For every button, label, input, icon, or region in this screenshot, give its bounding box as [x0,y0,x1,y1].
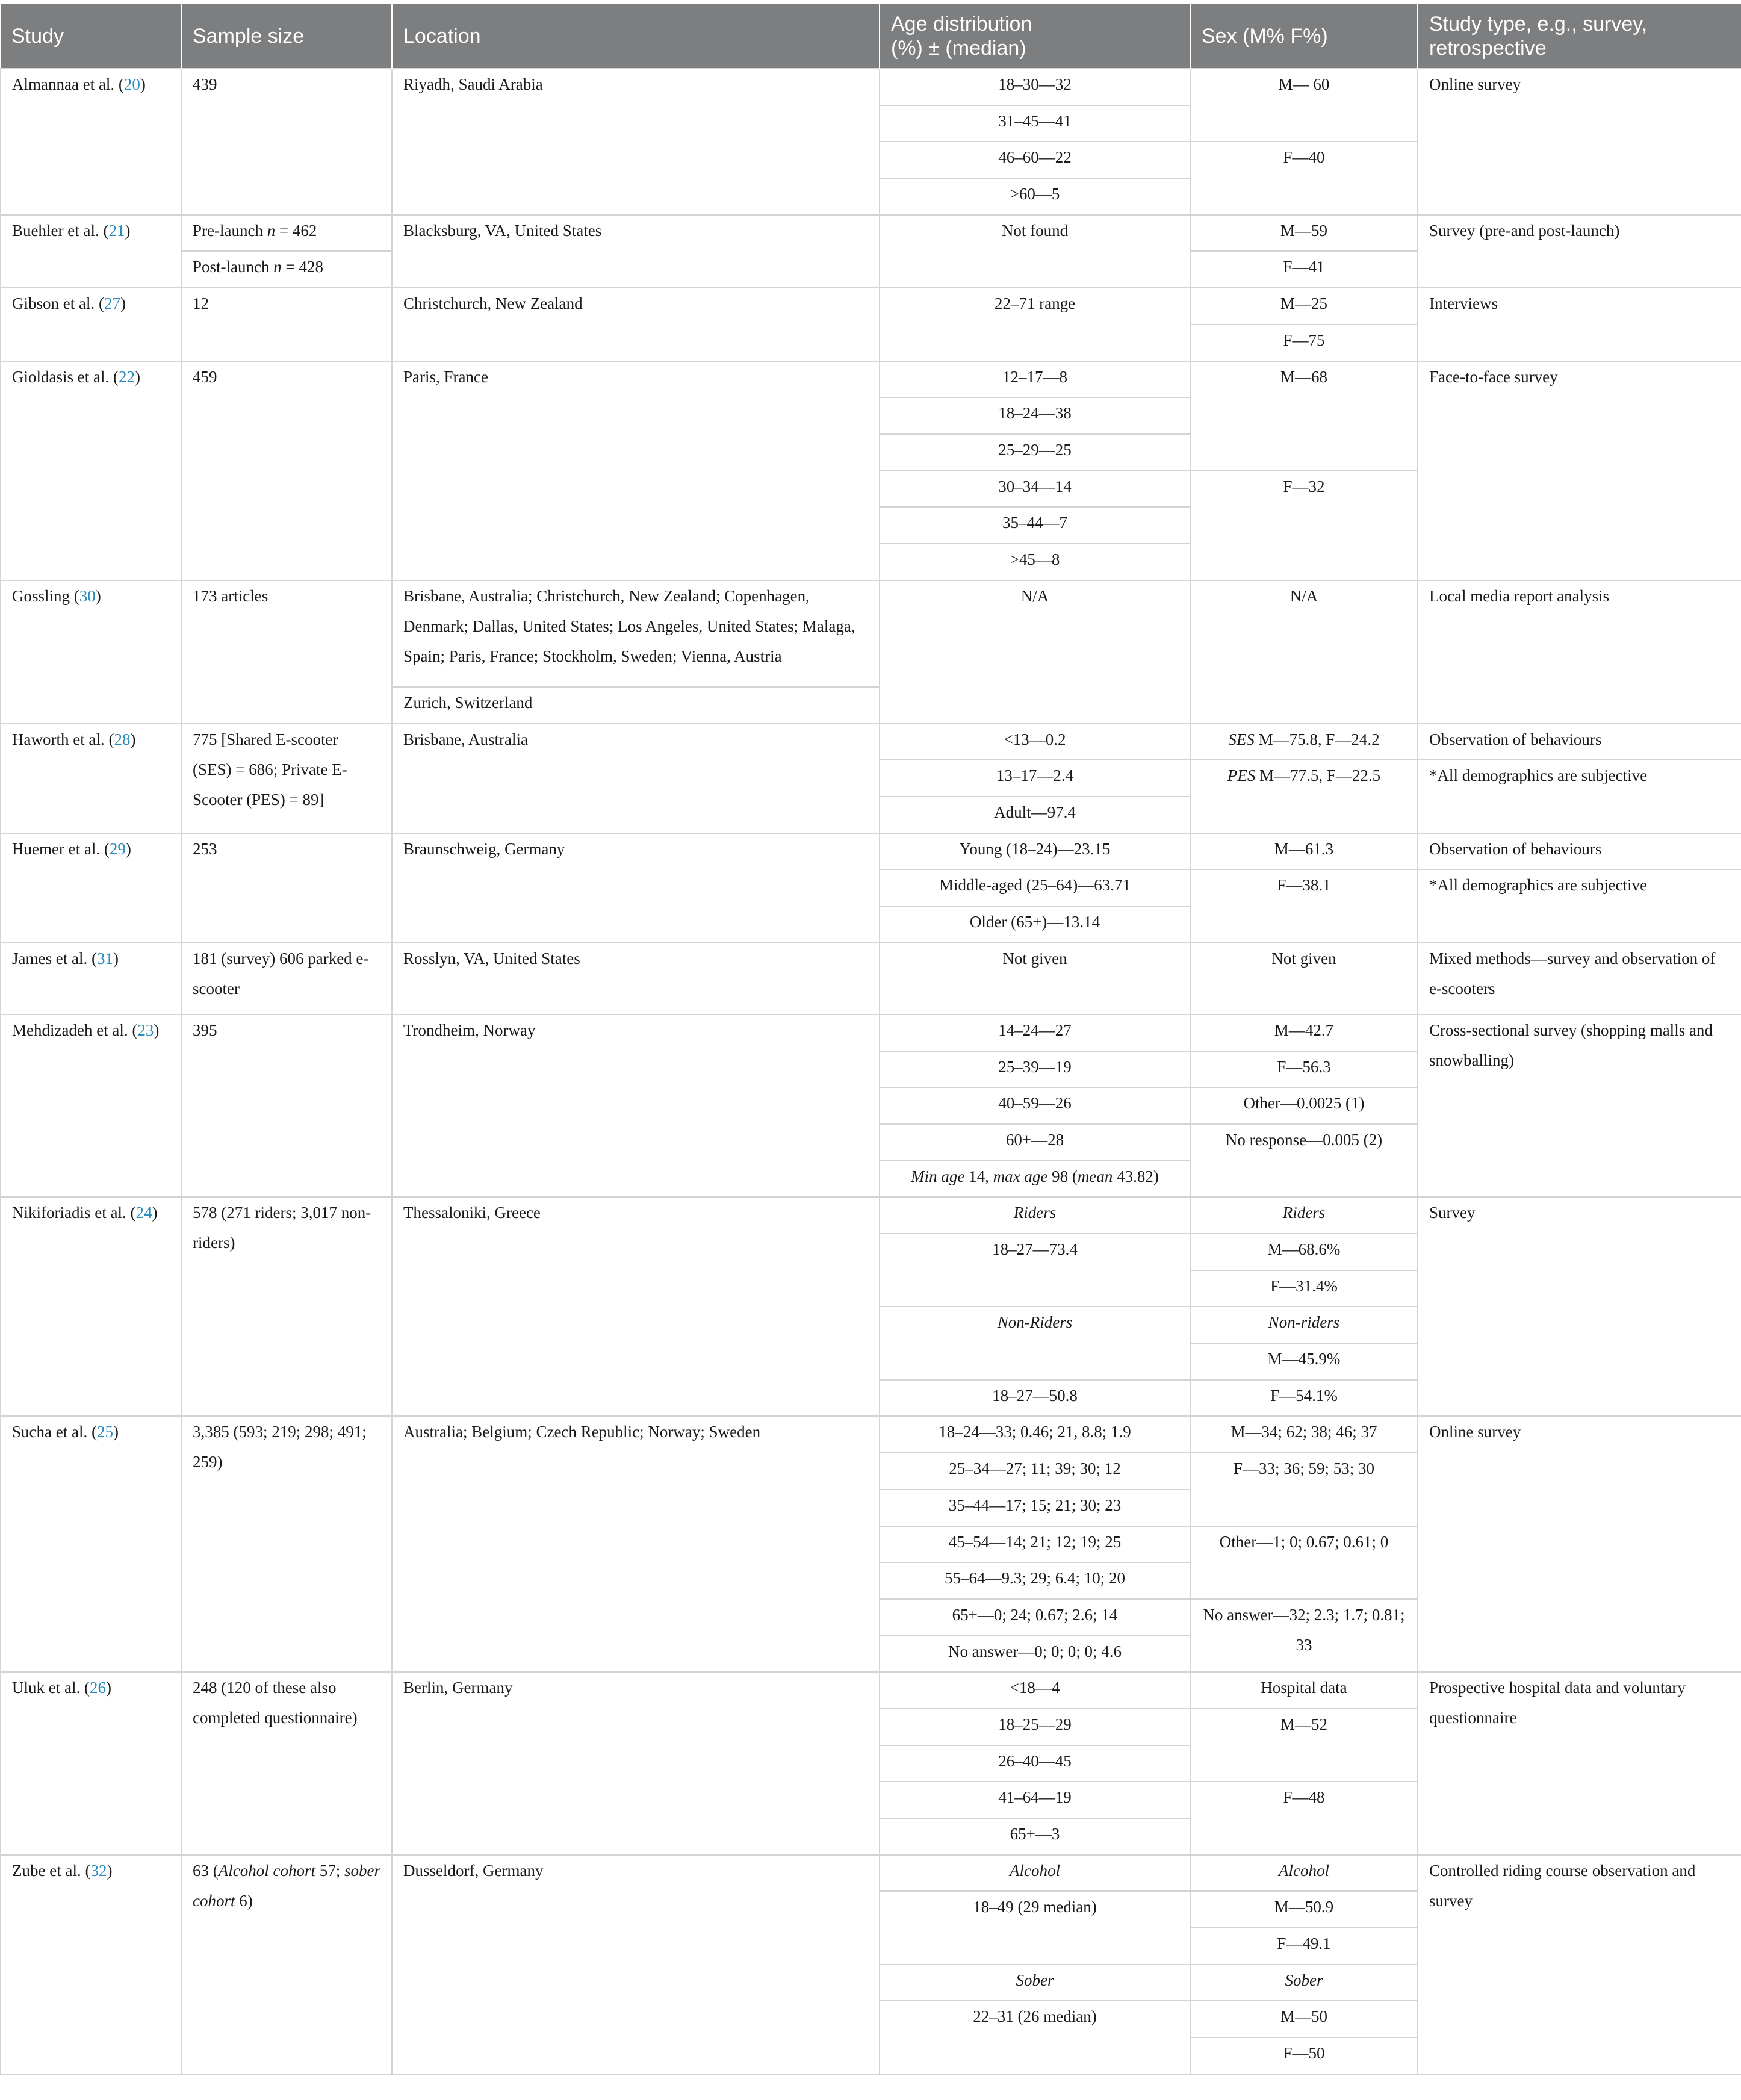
header-location: Location [392,4,880,69]
sex-cell: Riders [1190,1197,1418,1234]
age-cell: >45—8 [880,544,1190,580]
age-cell: 18–30—32 [880,69,1190,105]
sex-cell: M—50 [1190,2001,1418,2037]
age-cell: 65+—3 [880,1818,1190,1855]
study-cell: Gioldasis et al. (22) [1,361,181,580]
age-cell: Riders [880,1197,1190,1234]
type-cell: Local media report analysis [1418,580,1741,724]
reference-link[interactable]: 30 [79,586,96,605]
age-cell: 25–29—25 [880,434,1190,471]
age-cell: 22–31 (26 median) [880,2001,1190,2074]
sample-cell: 181 (survey) 606 parked e-scooter [181,943,392,1014]
sex-cell: Hospital data [1190,1672,1418,1709]
reference-link[interactable]: 28 [114,730,131,748]
reference-link[interactable]: 24 [135,1204,152,1222]
age-cell: 22–71 range [880,288,1190,361]
type-cell: Mixed methods—survey and observation of e-scooters [1418,943,1741,1014]
sample-cell: 578 (271 riders; 3,017 non-riders) [181,1197,392,1416]
age-cell: 13–17—2.4 [880,760,1190,797]
reference-link[interactable]: 31 [96,949,113,968]
sex-cell: PES M—77.5, F—22.5 [1190,760,1418,833]
age-cell: <18—4 [880,1672,1190,1709]
reference-link[interactable]: 22 [118,367,135,386]
age-cell: Not given [880,943,1190,1014]
sex-cell: Alcohol [1190,1855,1418,1892]
age-cell: 18–24—38 [880,397,1190,434]
sex-cell: SES M—75.8, F—24.2 [1190,724,1418,760]
sex-cell: Other—0.0025 (1) [1190,1087,1418,1124]
location-cell: Paris, France [392,361,880,580]
study-cell: Gossling (30) [1,580,181,724]
sample-cell: 3,385 (593; 219; 298; 491; 259) [181,1416,392,1672]
location-cell: Christchurch, New Zealand [392,288,880,361]
age-cell: Sober [880,1965,1190,2001]
type-cell: *All demographics are subjective [1418,760,1741,833]
type-cell: Face-to-face survey [1418,361,1741,580]
reference-link[interactable]: 21 [108,221,125,240]
age-cell: >60—5 [880,178,1190,215]
sample-cell: 63 (Alcohol cohort 57; sober cohort 6) [181,1855,392,2074]
reference-link[interactable]: 25 [96,1423,113,1441]
sex-cell: M—61.3 [1190,833,1418,870]
age-cell: No answer—0; 0; 0; 0; 4.6 [880,1636,1190,1673]
reference-link[interactable]: 23 [137,1020,154,1039]
sex-cell: Not given [1190,943,1418,1014]
location-cell: Dusseldorf, Germany [392,1855,880,2074]
type-cell: Interviews [1418,288,1741,361]
study-cell: Zube et al. (32) [1,1855,181,2074]
study-cell: Mehdizadeh et al. (23) [1,1014,181,1197]
sex-cell: M—52 [1190,1709,1418,1782]
age-cell: Adult—97.4 [880,797,1190,833]
study-cell: Almannaa et al. (20) [1,69,181,215]
type-cell: Survey [1418,1197,1741,1416]
sex-cell: F—49.1 [1190,1928,1418,1965]
study-cell: Gibson et al. (27) [1,288,181,361]
sex-cell: M—42.7 [1190,1014,1418,1051]
study-cell: Uluk et al. (26) [1,1672,181,1854]
age-cell: 14–24—27 [880,1014,1190,1051]
sample-cell: 248 (120 of these also completed questionnaire) [181,1672,392,1854]
header-age-distribution: Age distribution (%) ± (median) [880,4,1190,69]
sample-cell: 775 [Shared E-scooter (SES) = 686; Private E-Scooter (PES) = 89] [181,724,392,833]
age-cell: 35–44—17; 15; 21; 30; 23 [880,1490,1190,1526]
table-row [1,1014,1741,1051]
header-study: Study [1,4,181,69]
sex-cell: F—54.1% [1190,1380,1418,1417]
sample-cell: 253 [181,833,392,943]
sex-cell: M—34; 62; 38; 46; 37 [1190,1416,1418,1453]
sex-cell: M—68 [1190,361,1418,471]
type-cell: *All demographics are subjective [1418,869,1741,942]
study-cell: Haworth et al. (28) [1,724,181,833]
sex-cell: F—50 [1190,2037,1418,2074]
reference-link[interactable]: 20 [123,75,140,93]
location-cell: Australia; Belgium; Czech Republic; Norway; Sweden [392,1416,880,1672]
sex-cell: Non-riders [1190,1306,1418,1343]
sample-cell: 12 [181,288,392,361]
location-cell: Brisbane, Australia; Christchurch, New Zealand; Copenhagen, Denmark; Dallas, United States; Los Angeles, United States; Malaga, Spain; Paris, France; Stockholm, Sweden; Vienna, Austria [392,580,880,687]
sex-cell: F—40 [1190,141,1418,214]
location-cell: Brisbane, Australia [392,724,880,833]
age-cell: 35–44—7 [880,507,1190,544]
reference-link[interactable]: 26 [89,1679,106,1697]
location-cell: Thessaloniki, Greece [392,1197,880,1416]
table-row [1,69,1741,105]
table-row [1,943,1741,1014]
sex-cell: M—45.9% [1190,1343,1418,1380]
sex-cell: M—68.6% [1190,1234,1418,1270]
type-cell: Online survey [1418,1416,1741,1672]
sample-cell: 173 articles [181,580,392,724]
age-cell: Older (65+)—13.14 [880,906,1190,943]
type-cell: Survey (pre-and post-launch) [1418,215,1741,288]
age-cell: 31–45—41 [880,105,1190,142]
age-cell: 18–27—50.8 [880,1380,1190,1417]
reference-link[interactable]: 27 [104,294,120,313]
table-row [1,1672,1741,1709]
age-cell: 60+—28 [880,1124,1190,1161]
type-cell: Observation of behaviours [1418,833,1741,870]
sex-cell: M—25 [1190,288,1418,325]
age-cell: 25–39—19 [880,1051,1190,1088]
age-cell: 18–24—33; 0.46; 21, 8.8; 1.9 [880,1416,1190,1453]
table-row [1,724,1741,760]
study-cell: Buehler et al. (21) [1,215,181,288]
location-cell: Braunschweig, Germany [392,833,880,943]
sex-cell: F—75 [1190,325,1418,361]
sex-cell: No response—0.005 (2) [1190,1124,1418,1197]
age-cell: Min age 14, max age 98 (mean 43.82) [880,1161,1190,1198]
sex-cell: F—32 [1190,471,1418,580]
sex-cell: No answer—32; 2.3; 1.7; 0.81; 33 [1190,1599,1418,1672]
age-cell: 55–64—9.3; 29; 6.4; 10; 20 [880,1562,1190,1599]
type-cell: Cross-sectional survey (shopping malls and snowballing) [1418,1014,1741,1197]
sex-cell: F—48 [1190,1782,1418,1854]
sex-cell: Other—1; 0; 0.67; 0.61; 0 [1190,1526,1418,1599]
table-row [1,833,1741,870]
age-cell: 40–59—26 [880,1087,1190,1124]
sample-cell: Pre-launch n = 462 [181,215,392,252]
sex-cell: F—31.4% [1190,1270,1418,1307]
reference-link[interactable]: 29 [109,839,126,858]
sex-cell: M— 60 [1190,69,1418,141]
sex-cell: N/A [1190,580,1418,724]
header-sample-size: Sample size [181,4,392,69]
sample-cell: 459 [181,361,392,580]
location-cell: Zurich, Switzerland [392,687,880,724]
age-cell: Non-Riders [880,1306,1190,1379]
table-row [1,361,1741,398]
sample-cell: Post-launch n = 428 [181,251,392,288]
table-row [1,1197,1741,1234]
age-cell: 30–34—14 [880,471,1190,508]
age-cell: 25–34—27; 11; 39; 30; 12 [880,1453,1190,1490]
age-cell: 46–60—22 [880,141,1190,178]
age-cell: 45–54—14; 21; 12; 19; 25 [880,1526,1190,1563]
table-row [1,288,1741,325]
location-cell: Riyadh, Saudi Arabia [392,69,880,215]
sex-cell: F—38.1 [1190,869,1418,942]
header-sex: Sex (M% F%) [1190,4,1418,69]
sample-cell: 439 [181,69,392,215]
sex-cell: F—41 [1190,251,1418,288]
study-cell: James et al. (31) [1,943,181,1014]
table-row [1,580,1741,687]
type-cell: Prospective hospital data and voluntary questionnaire [1418,1672,1741,1854]
location-cell: Trondheim, Norway [392,1014,880,1197]
table-header-row [1,4,1741,69]
study-cell: Nikiforiadis et al. (24) [1,1197,181,1416]
sex-cell: M—50.9 [1190,1891,1418,1928]
study-cell: Huemer et al. (29) [1,833,181,943]
study-cell: Sucha et al. (25) [1,1416,181,1672]
header-study-type: Study type, e.g., survey, retrospective [1418,4,1741,69]
table-row [1,1416,1741,1453]
location-cell: Blacksburg, VA, United States [392,215,880,288]
age-cell: 18–49 (29 median) [880,1891,1190,1964]
type-cell: Observation of behaviours [1418,724,1741,760]
study-demographics-table [0,4,1741,2075]
age-cell: 65+—0; 24; 0.67; 2.6; 14 [880,1599,1190,1636]
location-cell: Berlin, Germany [392,1672,880,1854]
age-cell: Alcohol [880,1855,1190,1892]
type-cell: Controlled riding course observation and survey [1418,1855,1741,2074]
reference-link[interactable]: 32 [90,1861,107,1880]
sex-cell: F—33; 36; 59; 53; 30 [1190,1453,1418,1526]
table-row [1,215,1741,252]
age-cell: Not found [880,215,1190,288]
table-row [1,1855,1741,1892]
sex-cell: Sober [1190,1965,1418,2001]
age-cell: N/A [880,580,1190,724]
type-cell: Online survey [1418,69,1741,215]
sex-cell: M—59 [1190,215,1418,252]
age-cell: 26–40—45 [880,1745,1190,1782]
age-cell: Young (18–24)—23.15 [880,833,1190,870]
age-cell: Middle-aged (25–64)—63.71 [880,869,1190,906]
age-cell: <13—0.2 [880,724,1190,760]
sample-cell: 395 [181,1014,392,1197]
age-cell: 18–25—29 [880,1709,1190,1745]
sex-cell: F—56.3 [1190,1051,1418,1088]
location-cell: Rosslyn, VA, United States [392,943,880,1014]
age-cell: 41–64—19 [880,1782,1190,1818]
age-cell: 12–17—8 [880,361,1190,398]
age-cell: 18–27—73.4 [880,1234,1190,1306]
